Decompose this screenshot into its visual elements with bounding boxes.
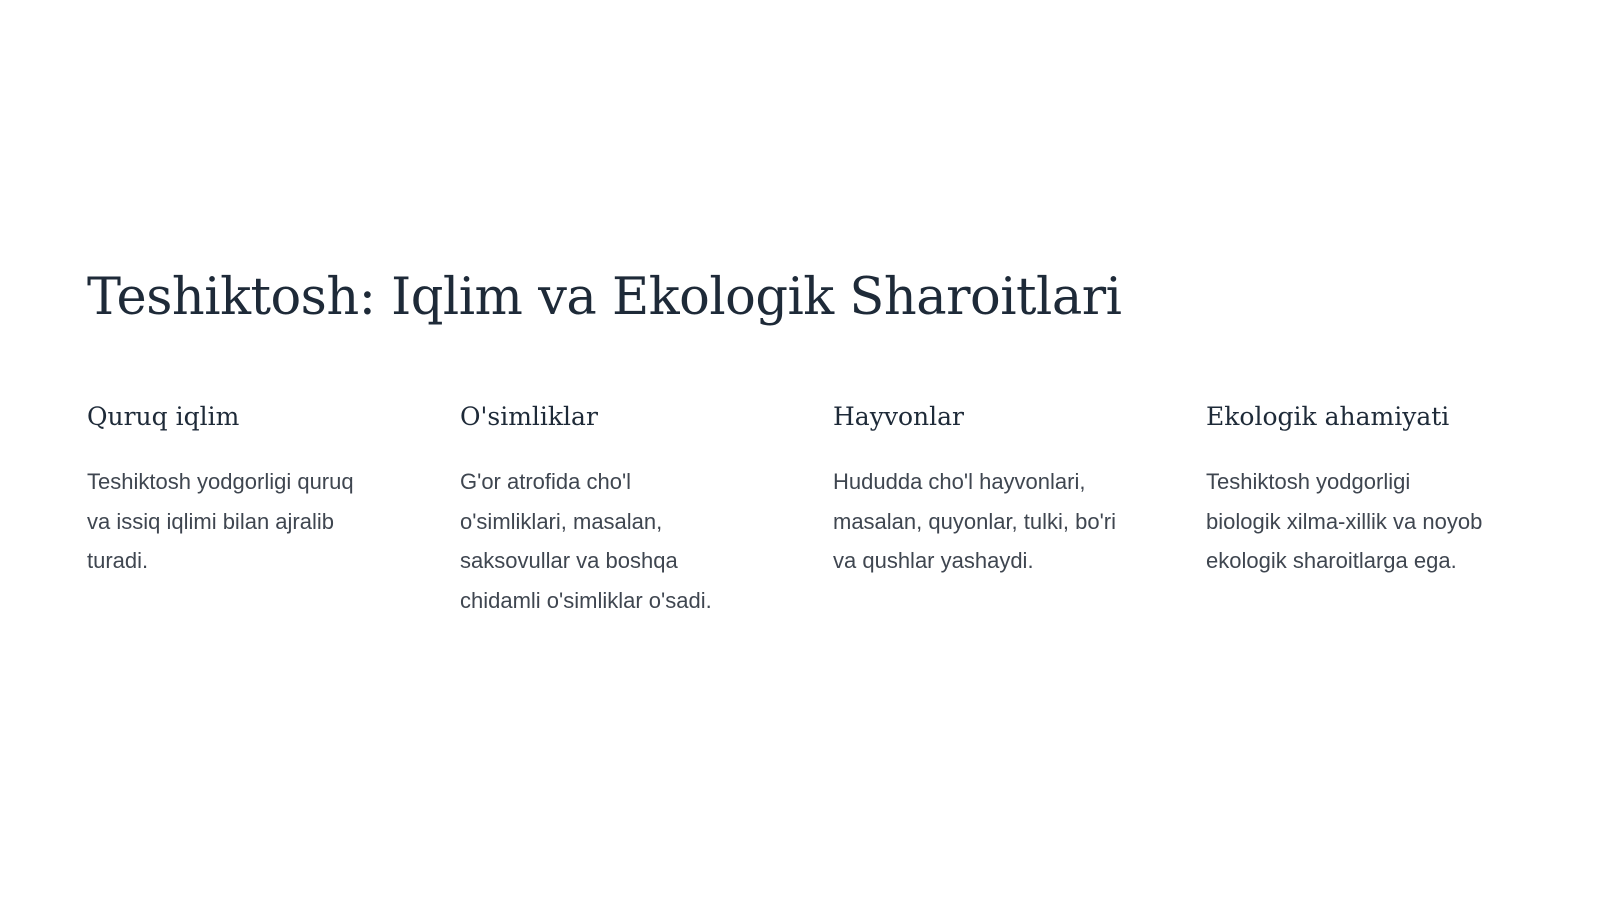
text-line: saksovullar va boshqa [460, 548, 678, 573]
text-line: va issiq iqlimi bilan ajralib [87, 508, 334, 534]
text-line: Teshiktosh yodgorligi [1206, 469, 1411, 494]
column-heading: Hayvonlar [833, 402, 964, 431]
text-line: turadi. [87, 548, 149, 573]
slide-title: Teshiktosh: Iqlim va Ekologik Sharoitlari [87, 268, 1122, 327]
text-line: Hududda cho'l hayvonlari, [833, 469, 1086, 494]
column-dry-climate [87, 400, 417, 581]
text-line: G'or atrofida cho'l [460, 469, 632, 494]
text-line: biologik xilma-xillik va noyob [1206, 508, 1483, 534]
column-heading: O'simliklar [460, 402, 598, 431]
column-text [87, 462, 417, 581]
text-line: va qushlar yashaydi. [833, 548, 1034, 573]
text-line: o'simliklari, masalan, [460, 508, 663, 534]
column-plants [460, 400, 790, 620]
column-text [460, 462, 790, 620]
text-line: masalan, quyonlar, tulki, bo'ri [833, 508, 1117, 534]
column-text [1206, 462, 1536, 581]
info-columns [87, 400, 1527, 660]
column-animals [833, 400, 1163, 581]
column-text [833, 462, 1163, 581]
text-line: ekologik sharoitlarga ega. [1206, 548, 1457, 573]
column-heading: Ekologik ahamiyati [1206, 402, 1450, 431]
text-line: chidamli o'simliklar o'sadi. [460, 587, 712, 613]
text-line: Teshiktosh yodgorligi quruq [87, 469, 354, 494]
column-ecological-importance [1206, 400, 1536, 581]
column-heading: Quruq iqlim [87, 402, 240, 431]
